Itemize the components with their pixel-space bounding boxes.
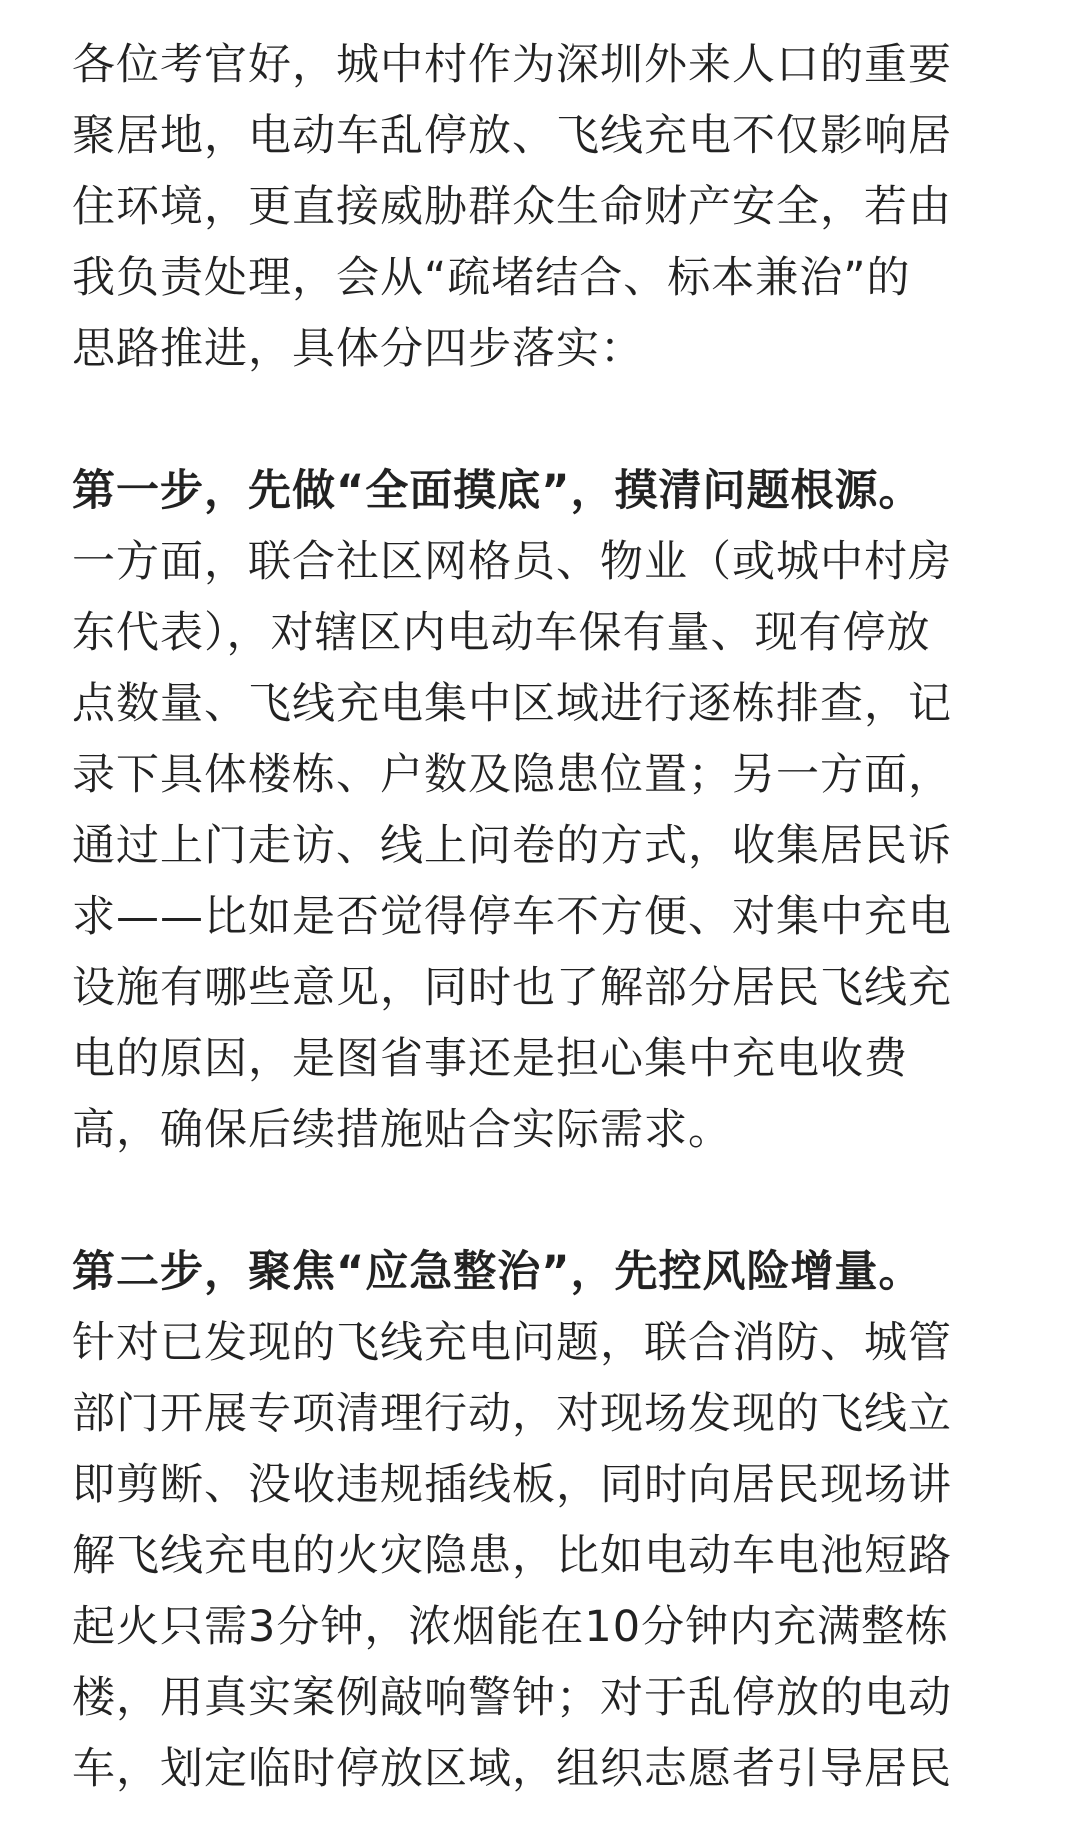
text-line: 车，划定临时停放区域，组织志愿者引导居民 [72,1744,952,1794]
text-line: 一方面，联合社区网格员、物业（或城中村房 [72,537,952,587]
text-line: 楼，用真实案例敲响警钟；对于乱停放的电动 [72,1673,952,1723]
text-line: 高，确保后续措施贴合实际需求。 [72,1105,732,1155]
text-line: 聚居地，电动车乱停放、飞线充电不仅影响居 [72,111,952,161]
step1-section [72,456,1008,1166]
text-line: 部门开展专项清理行动，对现场发现的飞线立 [72,1389,952,1439]
step2-heading: 第二步，聚焦“应急整治”，先控风险增量。 [72,1247,923,1297]
step2-section [72,1237,1008,1805]
text-line: 解飞线充电的火灾隐患，比如电动车电池短路 [72,1531,952,1581]
text-line: 电的原因，是图省事还是担心集中充电收费 [72,1034,908,1084]
text-line: 录下具体楼栋、户数及隐患位置；另一方面， [72,750,952,800]
text-line: 我负责处理，会从“疏堵结合、标本兼治”的 [72,253,911,303]
text-line: 即剪断、没收违规插线板，同时向居民现场讲 [72,1460,952,1510]
paragraph-spacer [72,1166,1008,1237]
step1-heading: 第一步，先做“全面摸底”，摸清问题根源。 [72,466,923,516]
text-line: 通过上门走访、线上问卷的方式，收集居民诉 [72,821,952,871]
text-line: 各位考官好，城中村作为深圳外来人口的重要 [72,40,952,90]
text-line: 求——比如是否觉得停车不方便、对集中充电 [72,892,952,942]
text-line: 设施有哪些意见，同时也了解部分居民飞线充 [72,963,952,1013]
text-line: 住环境，更直接威胁群众生命财产安全，若由 [72,182,952,232]
article-body [72,30,1008,1805]
intro-paragraph [72,30,1008,385]
text-line: 起火只需3分钟，浓烟能在10分钟内充满整栋 [72,1602,950,1652]
text-line: 针对已发现的飞线充电问题，联合消防、城管 [72,1318,952,1368]
paragraph-spacer [72,385,1008,456]
text-line: 点数量、飞线充电集中区域进行逐栋排查，记 [72,679,952,729]
text-line: 东代表），对辖区内电动车保有量、现有停放 [72,608,931,658]
text-line: 思路推进，具体分四步落实： [72,324,644,374]
